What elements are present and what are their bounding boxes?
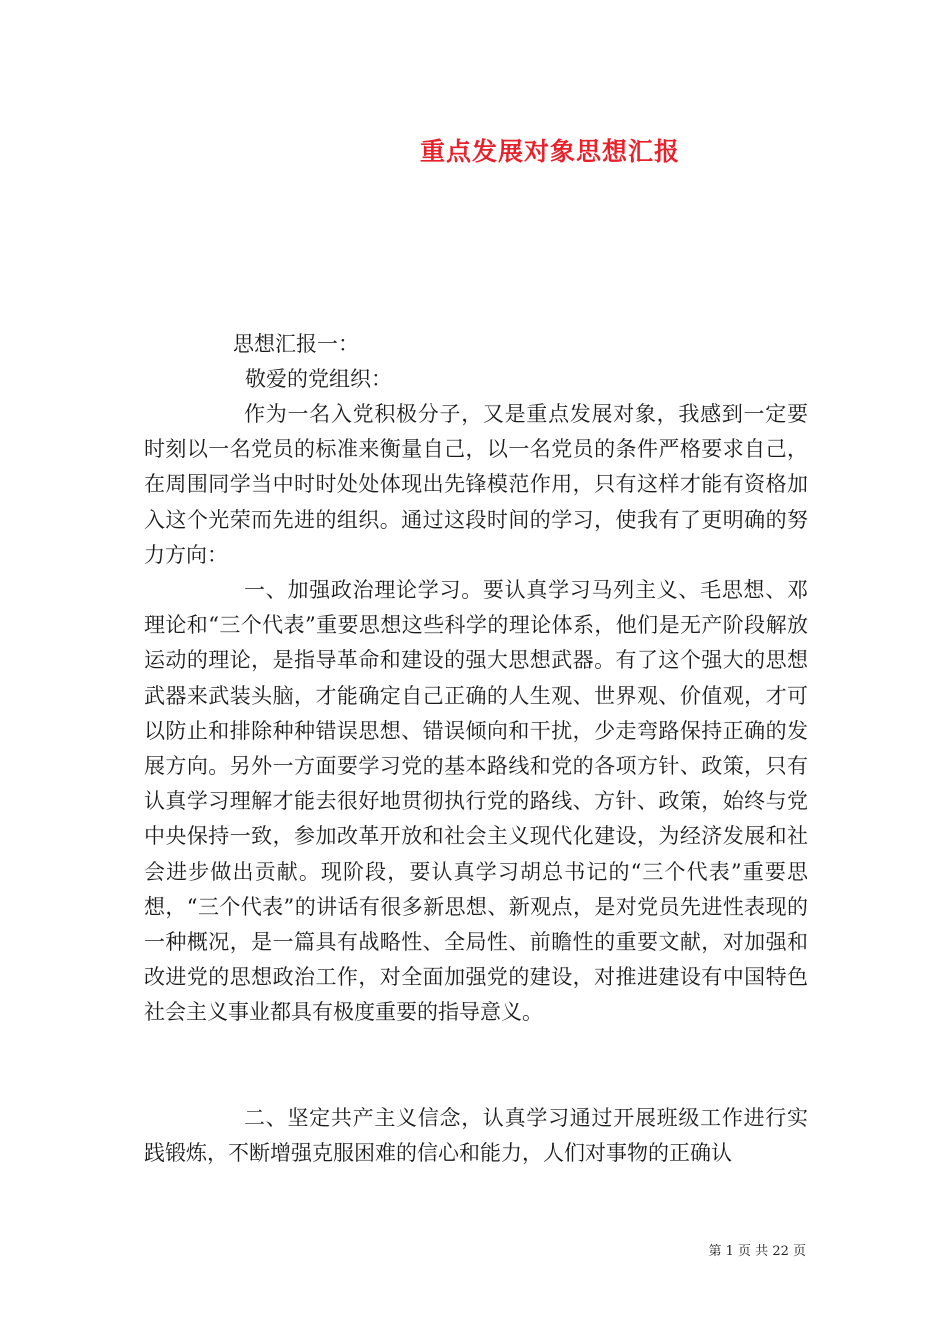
salutation: 敬爱的党组织：: [245, 367, 392, 391]
report-heading: 思想汇报一：: [233, 332, 359, 356]
document-title: 重点发展对象思想汇报: [419, 137, 680, 166]
paragraph-section-1: 一、加强政治理论学习。要认真学习马列主义、毛思想、邓理论和“三个代表”重要思想这些科学的理论体系，他们是无产阶段解放运动的理论，是指导革命和建设的强大思想武器。有了这个强大的思想武器来武装头脑，才能确定自己正确的人生观、世界观、价值观，才可以防止和排除种种错误思想、错误倾向和干扰，少走弯路保持正确的发展方向。另外一方面要学习党的基本路线和党的各项方针、政策，只有认真学习理解才能去很好地贯彻执行党的路线、方针、政策，始终与党中央保持一致，参加改革开放和社会主义现代化建设，为经济发展和社会进步做出贡献。现阶段，要认真学习胡总书记的“三个代表”重要思想，“三个代表”的讲话有很多新思想、新观点，是对党员先进性表现的一种概况，是一篇具有战略性、全局性、前瞻性的重要文献，对加强和改进党的思想政治工作，对全面加强党的建设，对推进建设有中国特色社会主义事业都具有极度重要的指导意义。: [144, 578, 808, 1025]
page-footer: 第 1 页 共 22 页: [708, 1244, 806, 1259]
paragraph-section-2: 二、坚定共产主义信念，认真学习通过开展班级工作进行实践锻炼，不断增强克服困难的信心和能力，人们对事物的正确认: [144, 1106, 808, 1166]
paragraph-intro: 作为一名入党积极分子，又是重点发展对象，我感到一定要时刻以一名党员的标准来衡量自己，以一名党员的条件严格要求自己，在周围同学当中时时处处体现出先锋模范作用，只有这样才能有资格加入这个光荣而先进的组织。通过这段时间的学习，使我有了更明确的努力方向：: [144, 402, 808, 567]
